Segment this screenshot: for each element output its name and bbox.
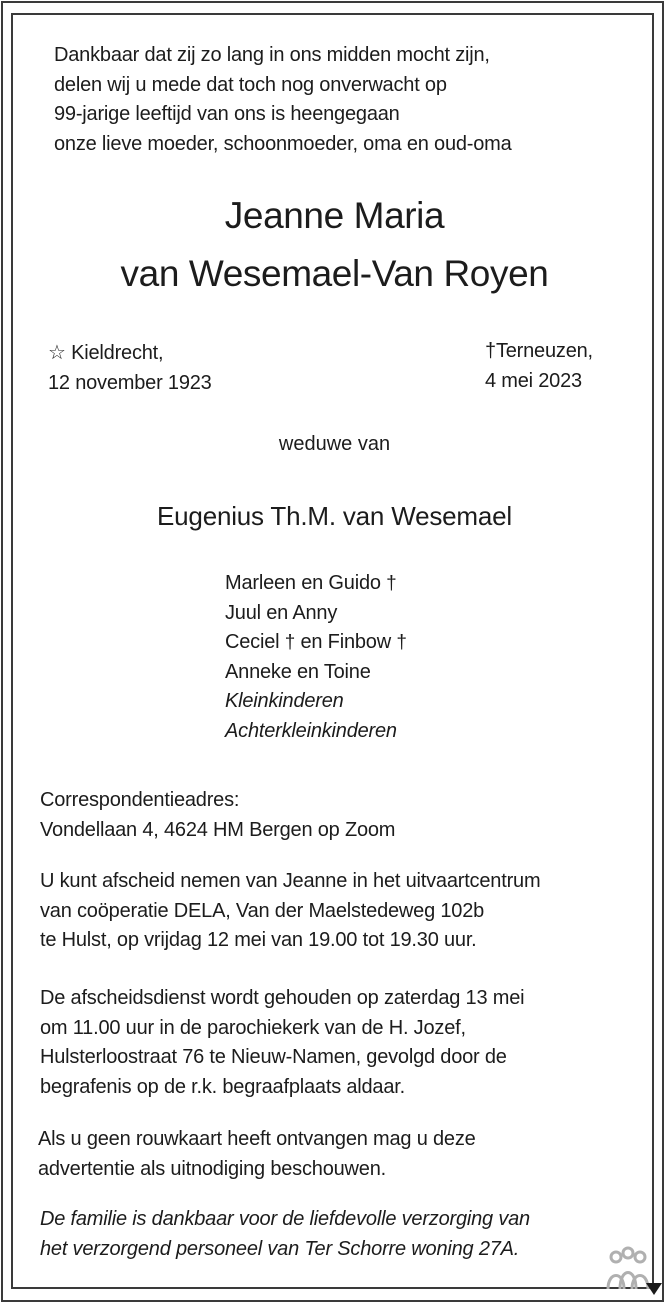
cross-icon: †: [396, 632, 407, 653]
farewell-info: U kunt afscheid nemen van Jeanne in het uitvaartcentrum van coöperatie DELA, Van der Maelstedeweg 102b te Hulst, op vrijdag 12 mei van 19.00 tot 19.30 uur.: [40, 870, 541, 951]
cross-icon: †: [284, 632, 296, 653]
birth-place: Kieldrecht,: [71, 342, 164, 364]
family-row: Ceciel † en Finbow †: [225, 631, 407, 653]
birth-info: [48, 339, 212, 398]
people-group-icon: [604, 1245, 652, 1291]
cross-icon: †: [485, 340, 496, 362]
intro-line: Dankbaar dat zij zo lang in ons midden mocht zijn,: [54, 44, 490, 66]
birth-date: 12 november 1923: [48, 371, 212, 394]
correspondence-label: Correspondentieadres:: [40, 789, 240, 811]
death-info: [485, 337, 593, 396]
death-date: 4 mei 2023: [485, 369, 582, 392]
star-icon: ☆: [48, 342, 66, 364]
correspondence-value: Vondellaan 4, 4624 HM Bergen op Zoom: [40, 818, 396, 841]
service-info: De afscheidsdienst wordt gehouden op zaterdag 13 mei om 11.00 uur in de parochiekerk van de H. Jozef, Hulsterloostraat 76 te Nieuw-Namen, gevolgd door de begrafenis op de r.k. begraafplaats aldaar.: [40, 987, 525, 1098]
great-grandchildren-label: Achterkleinkinderen: [225, 719, 397, 742]
intro-text: [54, 41, 512, 159]
deceased-first-names: Jeanne Maria: [224, 195, 445, 236]
widow-label: weduwe van: [278, 433, 391, 455]
grandchildren-label: Kleinkinderen: [225, 690, 344, 712]
family-list: [225, 569, 407, 746]
deceased-surname: van Wesemael-Van Royen: [120, 253, 549, 294]
thanks-note: De familie is dankbaar voor de liefdevolle verzorging van het verzorgend personeel van Ter Schorre woning 27A.: [40, 1208, 530, 1260]
death-place: Terneuzen,: [495, 340, 593, 362]
intro-line: onze lieve moeder, schoonmoeder, oma en oud-oma: [54, 132, 512, 155]
intro-line: 99-jarige leeftijd van ons is heengegaan: [54, 103, 400, 125]
intro-line: delen wij u mede dat toch nog onverwacht op: [54, 73, 447, 96]
family-row: Anneke en Toine: [225, 660, 371, 683]
card-notice: Als u geen rouwkaart heeft ontvangen mag u deze advertentie als uitnodiging beschouwen.: [38, 1128, 476, 1180]
triangle-down-icon[interactable]: [646, 1283, 662, 1295]
family-row: Juul en Anny: [225, 601, 338, 624]
cross-icon: †: [386, 573, 397, 594]
family-row: Marleen en Guido †: [225, 572, 397, 594]
correspondence-address: [40, 786, 395, 845]
spouse-name: Eugenius Th.M. van Wesemael: [157, 501, 512, 531]
